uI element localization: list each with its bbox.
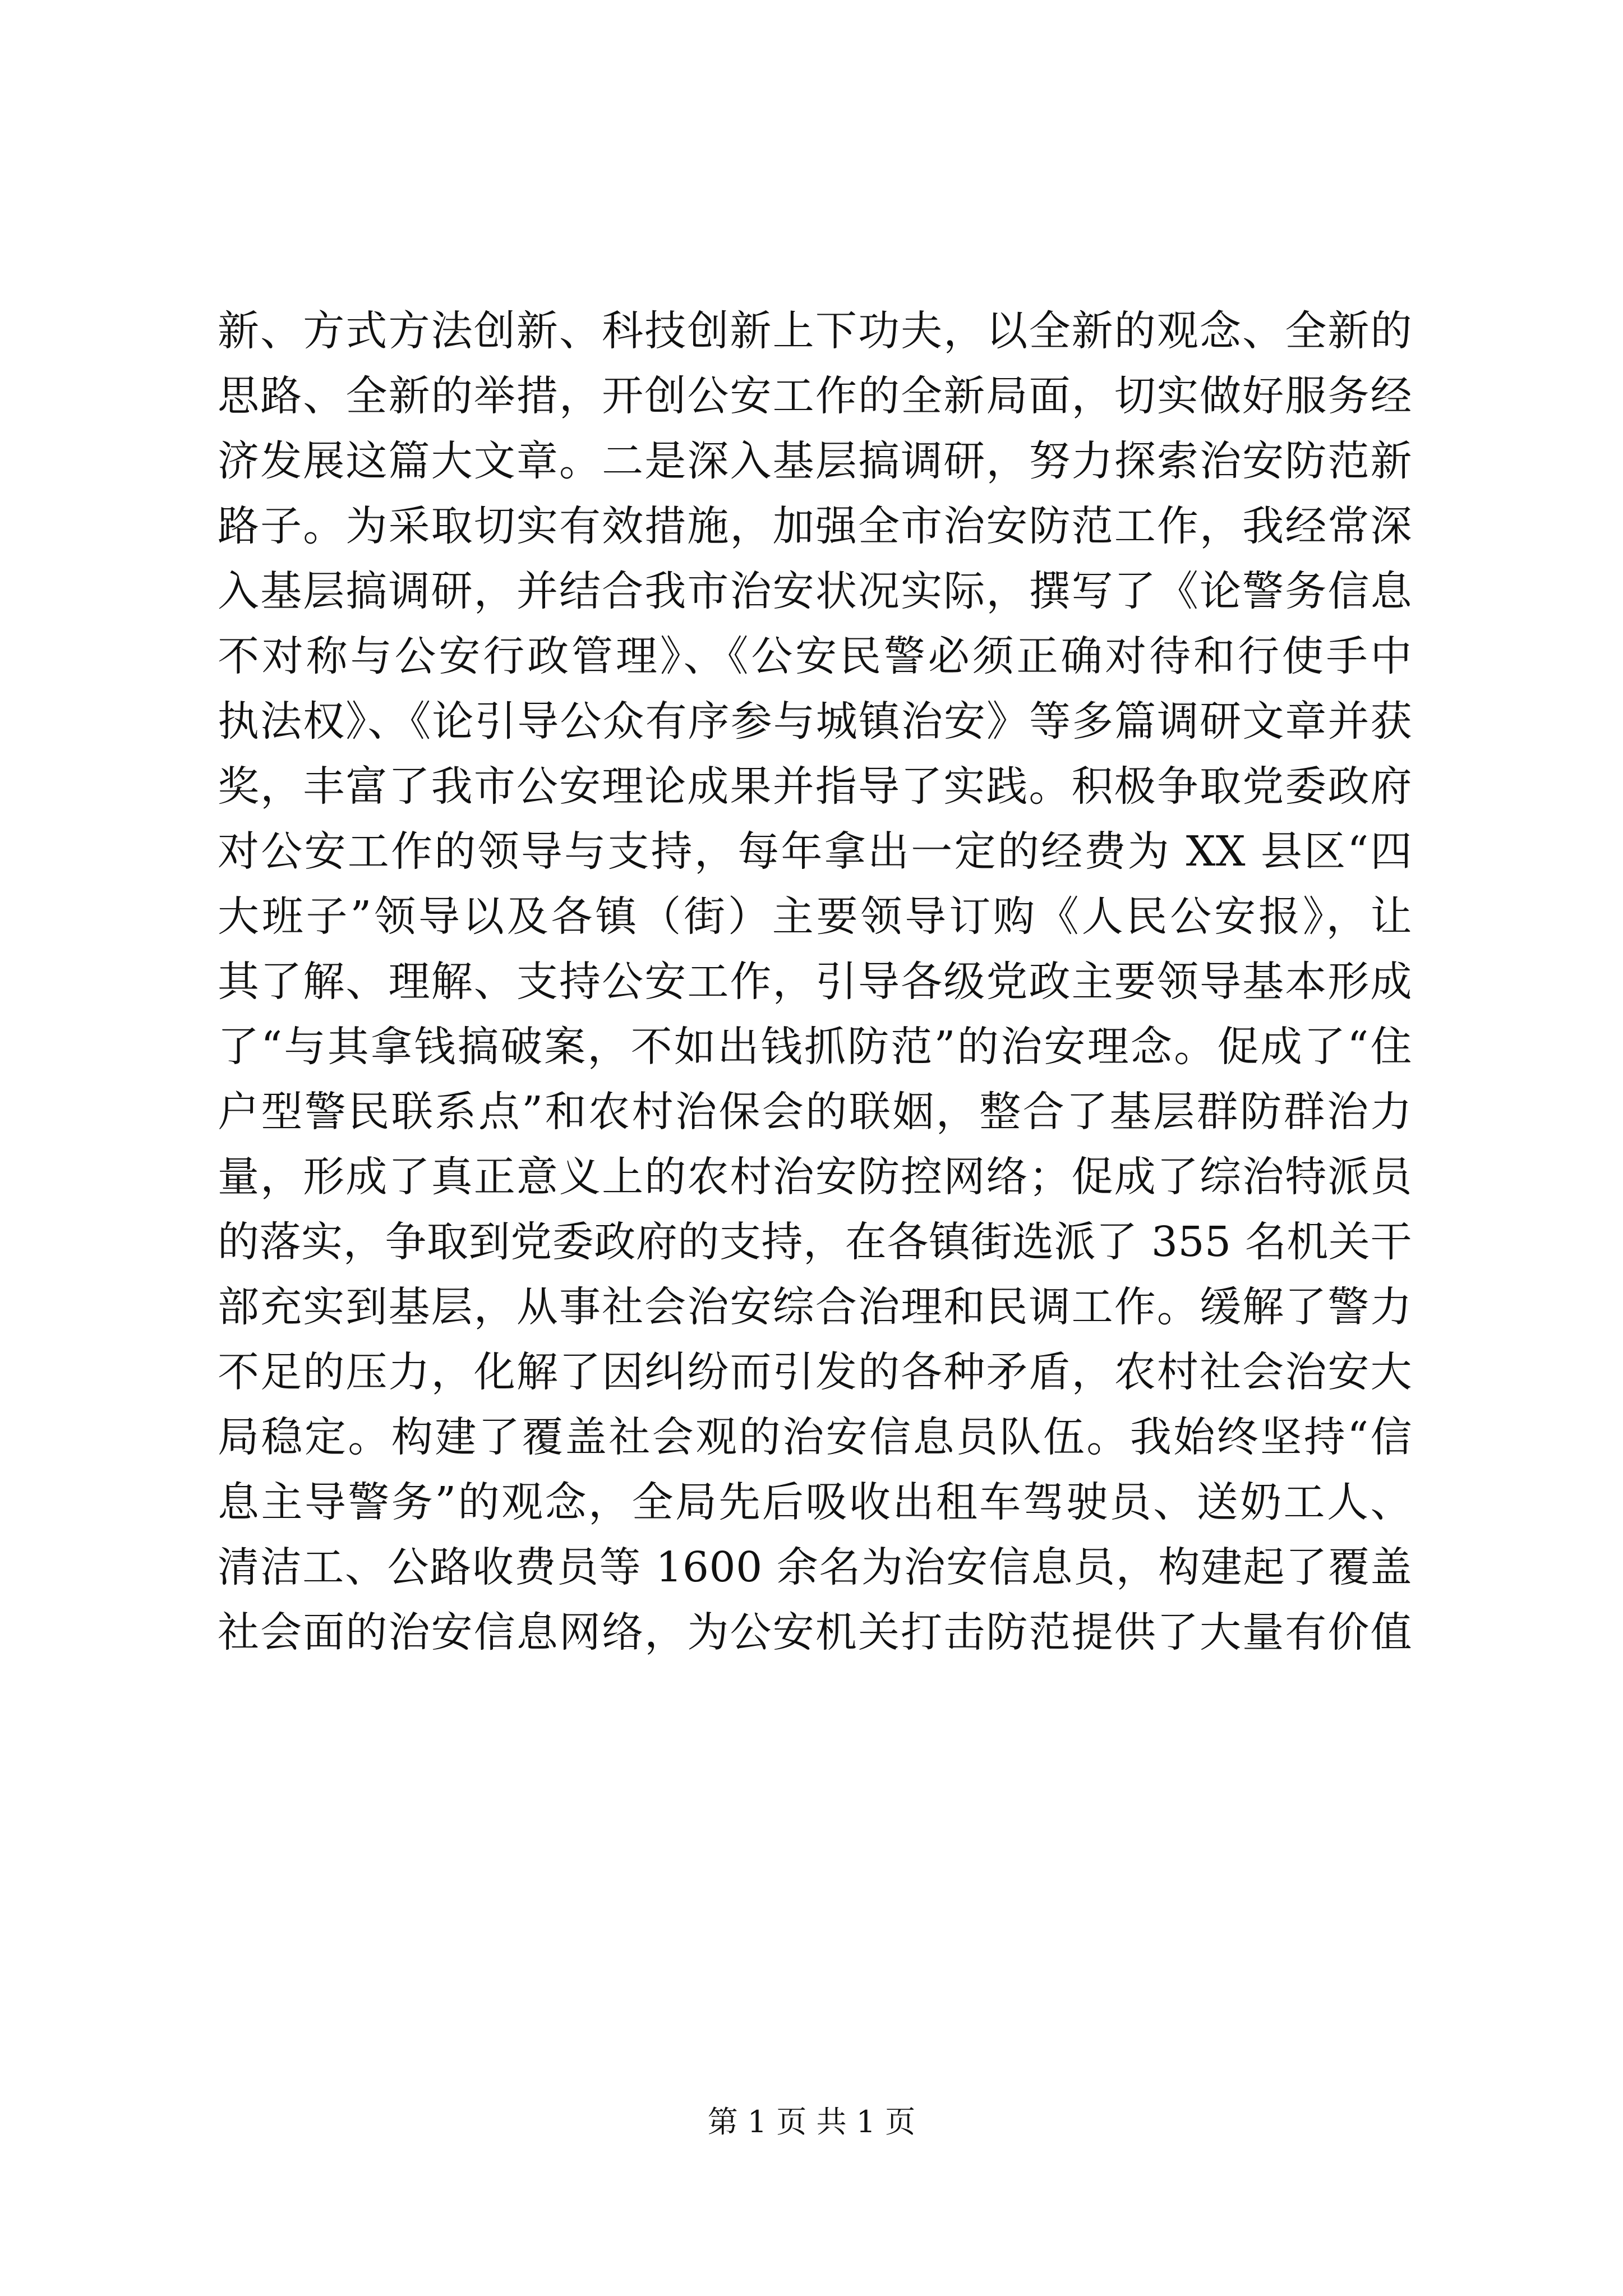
text-line: 路子。为采取切实有效措施，加强全市治安防范工作，我经常深 [218, 502, 1412, 550]
text-line: 清洁工、公路收费员等 1600 余名为治安信息员，构建起了覆盖 [218, 1543, 1412, 1591]
text-line: 对公安工作的领导与支持，每年拿出一定的经费为 XX 县区“四 [218, 827, 1412, 876]
text-line: 济发展这篇大文章。二是深入基层搞调研，努力探索治安防范新 [218, 437, 1412, 485]
text-line: 入基层搞调研，并结合我市治安状况实际，撰写了《论警务信息 [218, 567, 1412, 615]
text-line: 不对称与公安行政管理》、《公安民警必须正确对待和行使手中 [218, 632, 1412, 680]
text-line: 不足的压力，化解了因纠纷而引发的各种矛盾，农村社会治安大 [218, 1348, 1412, 1396]
text-line: 思路、全新的举措，开创公安工作的全新局面，切实做好服务经 [218, 372, 1412, 420]
text-line: 息主导警务”的观念，全局先后吸收出租车驾驶员、送奶工人、 [218, 1478, 1412, 1526]
text-line: 部充实到基层，从事社会治安综合治理和民调工作。缓解了警力 [218, 1283, 1412, 1331]
text-line: 新、方式方法创新、科技创新上下功夫，以全新的观念、全新的 [218, 307, 1412, 355]
body-text [218, 298, 1412, 1665]
text-line: 局稳定。构建了覆盖社会观的治安信息员队伍。我始终坚持“信 [218, 1413, 1412, 1461]
text-line: 量，形成了真正意义上的农村治安防控网络；促成了综治特派员 [218, 1153, 1412, 1201]
text-line: 执法权》、《论引导公众有序参与城镇治安》等多篇调研文章并获 [218, 697, 1412, 746]
text-line: 户型警民联系点”和农村治保会的联姻，整合了基层群防群治力 [218, 1088, 1412, 1136]
text-line: 奖，丰富了我市公安理论成果并指导了实践。积极争取党委政府 [218, 762, 1412, 811]
text-line: 的落实，争取到党委政府的支持，在各镇街选派了 355 名机关干 [218, 1218, 1412, 1266]
text-line: 了“与其拿钱搞破案，不如出钱抓防范”的治安理念。促成了“住 [218, 1023, 1412, 1071]
text-line: 其了解、理解、支持公安工作，引导各级党政主要领导基本形成 [218, 958, 1412, 1006]
text-line: 大班子”领导以及各镇（街）主要领导订购《人民公安报》，让 [218, 892, 1412, 941]
page-footer: 第 1 页 共 1 页 [707, 2104, 916, 2139]
text-line: 社会面的治安信息网络，为公安机关打击防范提供了大量有价值 [218, 1608, 1412, 1657]
